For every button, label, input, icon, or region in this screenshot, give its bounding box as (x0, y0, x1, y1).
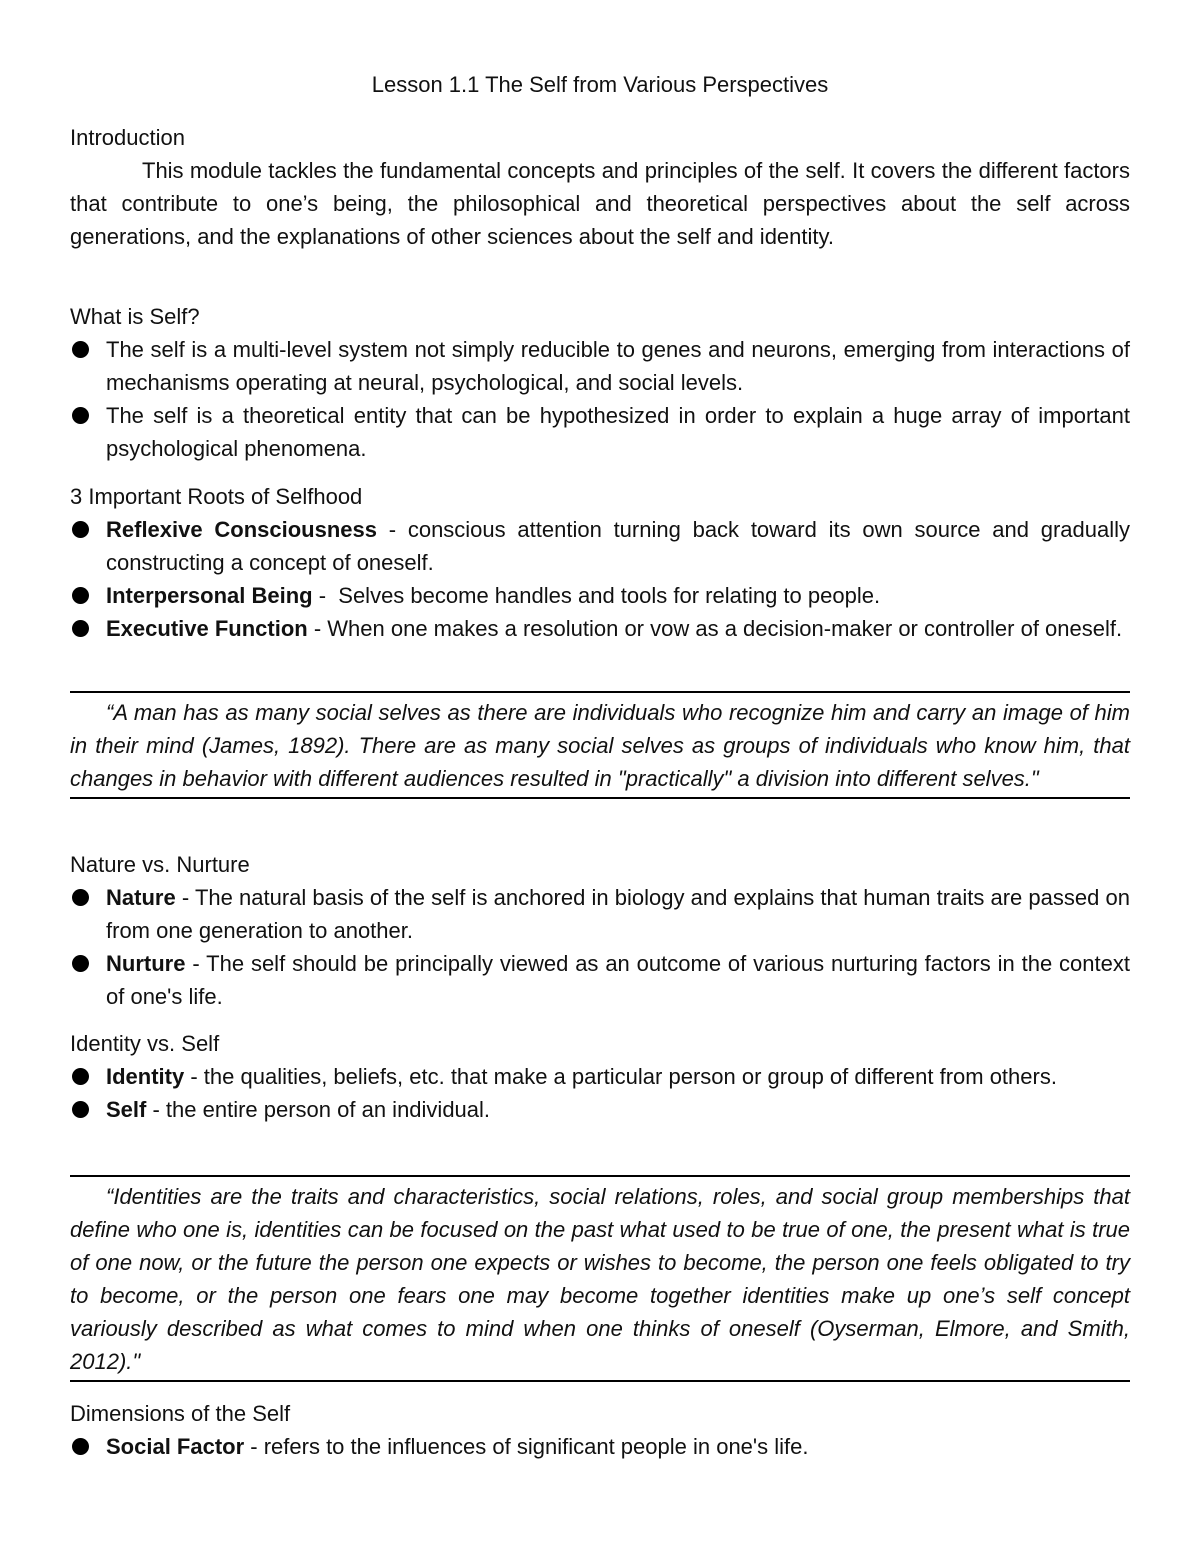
list-item-text: The self is a theoretical entity that can be hypothesized in order to explain a huge array of important psychological phenomena. (106, 403, 1130, 461)
term-separator: - (244, 1434, 264, 1459)
list-item (70, 1430, 1130, 1463)
roots-list (70, 513, 1130, 645)
dimensions-section (70, 1397, 1130, 1463)
dimensions-list (70, 1430, 1130, 1463)
nature-nurture-list (70, 881, 1130, 1013)
list-item (70, 1060, 1130, 1093)
nature-nurture-section (70, 848, 1130, 1013)
term-separator: - (185, 951, 207, 976)
term-definition: The natural basis of the self is anchored in biology and explains that human traits are passed on from one generation to another. (106, 885, 1130, 943)
identity-self-list (70, 1060, 1130, 1126)
term-definition: the qualities, beliefs, etc. that make a particular person or group of different from others. (203, 1064, 1057, 1089)
term-label: Interpersonal Being (106, 583, 313, 608)
page-title: Lesson 1.1 The Self from Various Perspectives (371, 72, 829, 97)
what-is-self-list (70, 333, 1130, 465)
bullet-icon (72, 620, 89, 637)
bullet-icon (72, 889, 89, 906)
introduction-paragraph: This module tackles the fundamental concepts and principles of the self. It covers the different factors that contribute to one’s being, the philosophical and theoretical perspectives about the self across generations, and the explanations of other sciences about the self and identity. (70, 158, 1130, 249)
term-separator: - (146, 1097, 166, 1122)
term-label: Nurture (106, 951, 186, 976)
term-label: Self (106, 1097, 147, 1122)
bullet-icon (72, 1101, 89, 1118)
roots-heading: 3 Important Roots of Selfhood (70, 484, 363, 509)
term-definition: The self should be principally viewed as an outcome of various nurturing factors in the context of one's life. (106, 951, 1130, 1009)
nature-nurture-heading: Nature vs. Nurture (70, 852, 250, 877)
list-item (70, 1093, 1130, 1126)
term-separator: - (175, 885, 195, 910)
bullet-icon (72, 587, 89, 604)
term-label: Identity (106, 1064, 185, 1089)
term-definition: refers to the influences of significant people in one's life. (263, 1434, 809, 1459)
list-item (70, 513, 1130, 579)
what-is-self-section (70, 300, 1130, 465)
list-item (70, 333, 1130, 399)
term-label: Social Factor (106, 1434, 245, 1459)
quote-text: “Identities are the traits and characteristics, social relations, roles, and social group memberships that define who one is, identities can be focused on the past what used to be true of one, the present what is true of one now, or the future the person one expects or wishes to become, the person one feels obligated to try to become, or the person one fears one may become together identities make up one’s self concept variously described as what comes to mind when one thinks of oneself (Oyserman, Elmore, and Smith, 2012)." (70, 1184, 1130, 1374)
list-item-text: The self is a multi-level system not simply reducible to genes and neurons, emerging from interactions of mechanisms operating at neural, psychological, and social levels. (106, 337, 1130, 395)
identity-self-section (70, 1027, 1130, 1126)
list-item (70, 881, 1130, 947)
introduction-section (70, 121, 1130, 253)
term-separator: - (376, 517, 408, 542)
bullet-icon (72, 1068, 89, 1085)
list-item (70, 579, 1130, 612)
quote-block-oyserman (70, 1175, 1130, 1382)
term-label: Executive Function (106, 616, 308, 641)
quote-text: “A man has as many social selves as there are individuals who recognize him and carry an image of him in their mind (James, 1892). There are as many social selves as groups of individuals who know him, that changes in behavior with different audiences resulted in "practically" a division into different selves." (70, 700, 1130, 791)
term-definition: the entire person of an individual. (165, 1097, 491, 1122)
term-definition: Selves become handles and tools for relating to people. (338, 583, 881, 608)
introduction-heading: Introduction (70, 125, 185, 150)
list-item (70, 947, 1130, 1013)
term-separator: - (312, 583, 339, 608)
list-item (70, 399, 1130, 465)
identity-self-heading: Identity vs. Self (70, 1031, 220, 1056)
term-separator: - (307, 616, 328, 641)
bullet-icon (72, 955, 89, 972)
bullet-icon (72, 521, 89, 538)
bullet-icon (72, 407, 89, 424)
bullet-icon (72, 1438, 89, 1455)
term-label: Reflexive Consciousness (106, 517, 377, 542)
bullet-icon (72, 341, 89, 358)
term-definition: When one makes a resolution or vow as a decision-maker or controller of oneself. (327, 616, 1123, 641)
term-separator: - (184, 1064, 204, 1089)
quote-block-james (70, 691, 1130, 799)
dimensions-heading: Dimensions of the Self (70, 1401, 291, 1426)
term-definition: conscious attention turning back toward its own source and gradually constructing a concept of oneself. (106, 517, 1130, 575)
term-label: Nature (106, 885, 176, 910)
list-item (70, 612, 1130, 645)
what-is-self-heading: What is Self? (70, 304, 200, 329)
roots-section (70, 480, 1130, 645)
